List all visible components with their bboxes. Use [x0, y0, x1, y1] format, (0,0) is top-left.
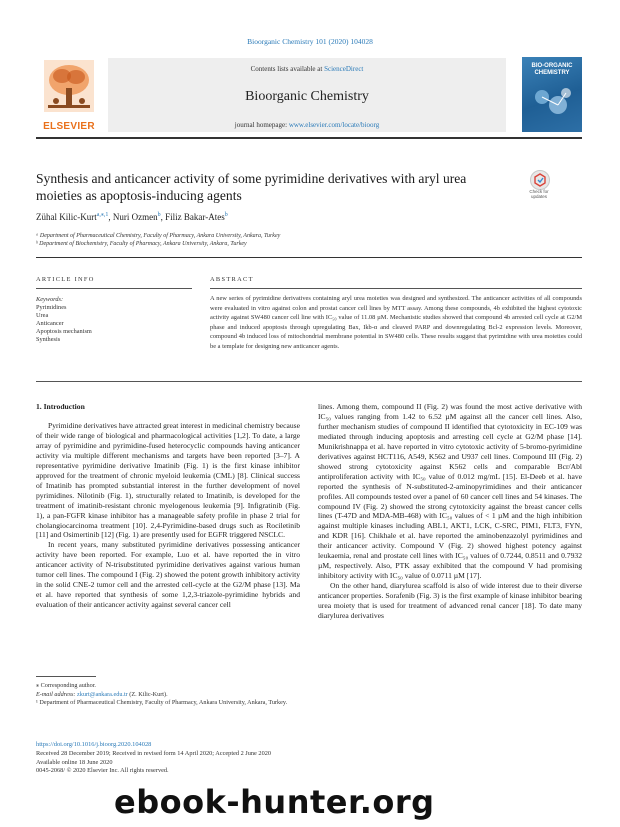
journal-reference[interactable]: Bioorganic Chemistry 101 (2020) 104028	[247, 37, 373, 46]
footnotes	[36, 682, 582, 708]
author-affil-marker[interactable]: b	[157, 212, 161, 218]
journal-name: Bioorganic Chemistry	[245, 89, 369, 104]
body-column-left	[36, 421, 300, 610]
info-divider	[36, 257, 582, 258]
email-link[interactable]: zkurt@ankara.edu.tr	[77, 690, 128, 698]
abstract-heading: ABSTRACT	[210, 276, 254, 283]
header-divider	[36, 137, 582, 139]
check-updates-icon	[530, 170, 550, 190]
author-name: Zühal Kilic-Kurt	[36, 212, 97, 222]
keywords-label: Keywords:	[36, 296, 64, 303]
affiliation-footnote: ¹ Department of Pharmaceutical Chemistry, Faculty of Pharmacy, Ankara University, Ankara, Turkey.	[36, 699, 288, 706]
article-history	[36, 750, 271, 776]
cover-title: BIO-ORGANIC CHEMISTRY	[531, 63, 573, 76]
email-label: E-mail address:	[36, 690, 76, 698]
body-paragraph: In recent years, many substituted pyrimidine derivatives possessing anticancer activity have been reported. For example, Luo et al. have reported the in vitro anticancer activity of N-trisubstituted pyrimidine derivatives against various human tumor cell lines. The compound I (Fig. 2) showed the potent growth inhibitory activity in the solid CNE-2 tumor cell and the arrested cell-cycle at the G2/M phase [13]. Ma et al. have reported that synthesis of some 1,2,3-triazole-pyrimidine hybrids and evaluation of their anticancer activity against several cancer cell	[36, 540, 300, 610]
body-paragraph: Pyrimidine derivatives have attracted great interest in medicinal chemistry because of their wide range of biological and pharmacological activities [1,2]. To date, a large array of pyrimidine and pyrimidine-fused heterocyclic compounds having anticancer activity via multiple different mechanisms and targets have been reported [3–7]. A representative pyrimidine derivative Imatinib (Fig. 1) is the first kinase inhibitor approved for the treatment of chronic myeloid leukemia (CML) [8]. Clinical success of Imatinib has prompted substantial interest in the further development of novel pyrimidines. Nilotinib (Fig. 1), structurally related to Imatinib, is developed for the treatment of imatinib-resistant chronic myelogenous leukemia [9]. Infigratinib (Fig. 1), a pan-FGFR kinase inhibitor has a manageable safety profile in phase 2 trial for cholangiocarcinoma treatment [10]. 2,4-Pyrimidine-based drugs such as Rociletinib [11] and Osimertinib [12] (Fig. 1) are presently used for EGFR triggered NSCLC.	[36, 421, 300, 540]
watermark: ebook-hunter.org	[114, 783, 435, 821]
footnote-divider	[36, 676, 96, 677]
cover-molecule-icon	[528, 83, 576, 123]
contents-prefix: Contents lists available at	[250, 65, 323, 73]
online-date: Available online 18 June 2020	[36, 758, 113, 766]
author-affil-marker[interactable]: a,⁎,1	[96, 212, 109, 218]
author-name: Nuri Ozmen	[112, 212, 158, 222]
sciencedirect-link[interactable]: ScienceDirect	[324, 65, 364, 73]
article-info-heading: ARTICLE INFO	[36, 276, 95, 283]
keywords-list	[36, 304, 92, 344]
journal-homepage-line	[108, 121, 506, 129]
email-note	[36, 691, 582, 700]
elsevier-tree-icon	[44, 60, 94, 112]
author-affil-marker[interactable]: b	[224, 212, 228, 218]
homepage-link[interactable]: www.elsevier.com/locate/bioorg	[288, 121, 380, 129]
abstract-text: A new series of pyrimidine derivatives containing aryl urea moieties was designed and synthesized. The anticancer activities of all compounds were evaluated in vitro against colon and prostat cancer cell lines by MTT assay. Among these compounds, 4b exhibited the highest cytotoxic activity against SW480 cancer cell line with IC₅₀ value of 11.08 µM. Mechanistic studies showed that compound 4b arrested cell cycle at G2/M phase and induced apoptosis through upregulating Bax, Ikb-α and cleaved PARP and downregulating Bcl-2 expression levels. Moreover, compound 4b induced loss of mitochondrial membrane potential in SW480 cells. These results suggest that pyrimidine with urea moieties could be a template for designing new anticancer agents.	[210, 295, 582, 350]
abstract-end-divider	[36, 381, 582, 382]
affiliation-b: ᵇ Department of Biochemistry, Faculty of Pharmacy, Ankara University, Ankara, Turkey	[36, 241, 247, 247]
corresponding-author-note: ⁎ Corresponding author.	[36, 682, 96, 689]
check-for-updates-badge[interactable]	[525, 170, 553, 202]
keyword: Pyrimidines	[36, 304, 67, 311]
elsevier-logo	[36, 60, 102, 132]
keyword: Anticancer	[36, 320, 64, 328]
body-paragraph: lines. Among them, compound II (Fig. 2) was found the most active derivative with IC₅₀ values ranging from 1.42 to 6.52 µM against all the cancer cell lines. Also, further mechanism studies of compound II identified that cytotoxicity in EC-109 was mediated through inducing apoptosis and arresting cell cycle at G2/M phase [14]. Munikrishnappa et al. have reported in vitro cytotoxic activity of 5-bromo-pyrimidine derivatives against HCT116, A549, K562 and U937 cell lines. Compound III (Fig. 2) showed strong cytotoxicity against K562 cells and comparable Bcr/Abl antiproliferation activity with IC₅₀ value of 0.012 mg/mL [15]. El-Deeb et al. have reported the synthesis of N-substituted-2-aminopyrimidines and their anticancer profiles. All compounds tested over a panel of 60 cancer cell lines and 54 kinases. The compound IV (Fig. 2) showed the strong cytotoxicity against the breast cancer cells lines (T-47D and MDA-MB-468) with IC₅₀ values of < 1 µM and the high inhibition against multiple kinases including ABL1, AKT1, LCK, C-SRC, PIM1, FLT3, FYN, and KDR [16]. Chikhale et al. have reported the aminobenzazolyl pyrimidines and their anticancer activity. Compound V (Fig. 2) showed highest potency against leukaemia, renal and prostate cell lines with IC₅₀ values of 0.7244, 0.8511 and 0.7932 µM, respectively. Also, PTK assay exhibited that the compound V had promising inhibitory activity with IC₅₀ value of 0.0711 µM [17].	[318, 402, 582, 581]
received-dates: Received 28 December 2019; Received in revised form 14 April 2020; Accepted 2 June 2020	[36, 750, 272, 757]
journal-cover-thumbnail[interactable]	[522, 57, 582, 132]
body-paragraph: On the other hand, diarylurea scaffold is also of wide interest due to their diverse anticancer properties. Sorafenib (Fig. 3) is the first example of kinase inhibitor bearing urea moiety that is used for treatment of advanced renal cancer [18]. To date many diarylurea derivatives	[318, 581, 582, 621]
abstract-divider	[210, 288, 582, 289]
affiliation-a: ᵃ Department of Pharmaceutical Chemistry, Faculty of Pharmacy, Ankara University, Ankara, Turkey	[36, 233, 281, 239]
introduction-heading: 1. Introduction	[36, 402, 85, 411]
author-name: Filiz Bakar-Ates	[165, 212, 225, 222]
keyword: Apoptosis mechanism	[36, 328, 92, 336]
keyword: Urea	[36, 312, 49, 320]
contents-availability-line	[108, 65, 506, 73]
body-column-right	[318, 402, 582, 621]
author-list: Zühal Kilic-Kurt$^{a,⁎,1}$, Nuri Ozmen$^b$, Filiz Bakar-Ates$^b$	[36, 212, 228, 222]
keyword: Synthesis	[36, 336, 61, 344]
article-title: Synthesis and anticancer activity of some pyrimidine derivatives with aryl urea moieties as apoptosis-inducing agents	[36, 171, 467, 203]
check-updates-label: Check for updates	[529, 189, 549, 199]
doi-link[interactable]: https://doi.org/10.1016/j.bioorg.2020.104028	[36, 741, 152, 748]
copyright-line: 0045-2068/ © 2020 Elsevier Inc. All rights reserved.	[36, 767, 169, 775]
homepage-label: journal homepage:	[234, 121, 288, 129]
elsevier-wordmark: ELSEVIER	[43, 121, 95, 132]
article-info-divider	[36, 288, 192, 289]
email-suffix: (Z. Kilic-Kurt).	[129, 690, 168, 698]
